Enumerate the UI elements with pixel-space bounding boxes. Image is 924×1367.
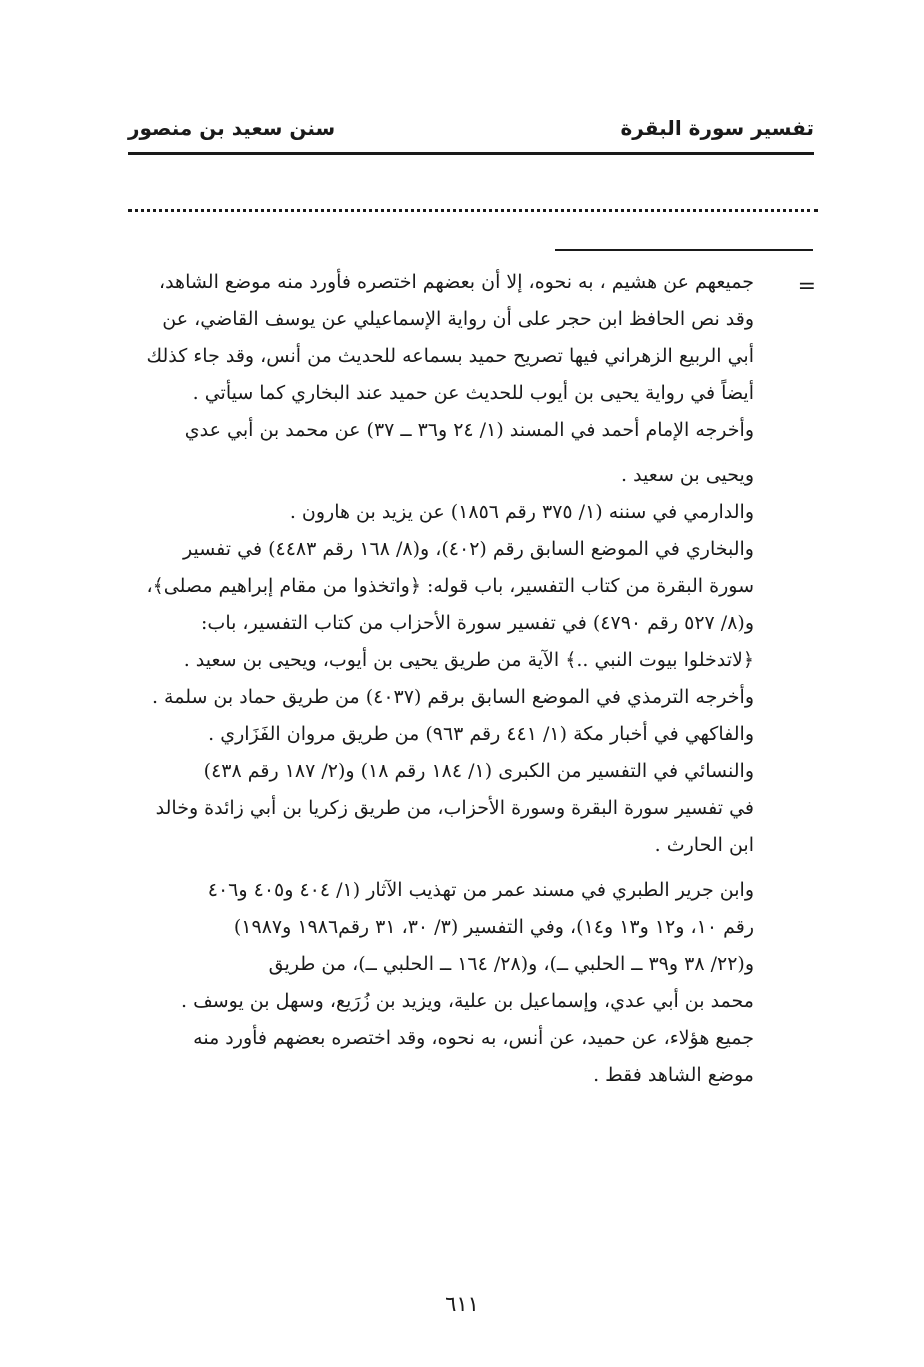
text-line: وقد نص الحافظ ابن حجر على أن رواية الإسماعيلي عن يوسف القاضي، عن: [162, 308, 754, 330]
text-line: وابن جرير الطبري في مسند عمر من تهذيب الآثار (١/ ٤٠٤ و٤٠٥ و٤٠٦: [207, 879, 754, 901]
text-line: وأخرجه الترمذي في الموضع السابق برقم (٤٠٣٧) من طريق حماد بن سلمة .: [151, 686, 754, 708]
text-line: والنسائي في التفسير من الكبرى (١/ ١٨٤ رقم ١٨) و(٢/ ١٨٧ رقم ٤٣٨): [203, 760, 754, 782]
text-line: موضع الشاهد فقط .: [593, 1064, 754, 1086]
footnote-rule: [555, 249, 813, 251]
footnote-text: [104, 264, 754, 1094]
text-line: ويحيى بن سعيد .: [621, 464, 754, 486]
text-line: رقم ١٠، و١٢ و١٣ و١٤)، وفي التفسير (٣/ ٣٠، ٣١ رقم١٩٨٦ و١٩٨٧): [233, 916, 754, 938]
text-line: ابن الحارث .: [654, 834, 754, 856]
text-line: أيضاً في رواية يحيى بن أيوب للحديث عن حميد عند البخاري كما سيأتي .: [192, 382, 754, 404]
text-line: و(٨/ ٥٢٧ رقم ٤٧٩٠) في تفسير سورة الأحزاب من كتاب التفسير، باب:: [201, 612, 754, 634]
dotted-separator: [128, 209, 818, 212]
text-line: والفاكهي في أخبار مكة (١/ ٤٤١ رقم ٩٦٣) من طريق مروان الفَزَاري .: [208, 723, 754, 745]
text-line: وأخرجه الإمام أحمد في المسند (١/ ٢٤ و٣٦ ــ ٣٧) عن محمد بن أبي عدي: [184, 419, 754, 441]
page-number: ٦١١: [445, 1292, 479, 1316]
text-line: جميعهم عن هشيم ، به نحوه، إلا أن بعضهم اختصره فأورد منه موضع الشاهد،: [158, 271, 754, 293]
text-line: و(٢٢/ ٣٨ و٣٩ ــ الحلبي ــ)، و(٢٨/ ١٦٤ ــ الحلبي ــ)، من طريق: [268, 953, 754, 975]
text-line: جميع هؤلاء، عن حميد، عن أنس، به نحوه، وقد اختصره بعضهم فأورد منه: [193, 1027, 754, 1049]
text-line: محمد بن أبي عدي، وإسماعيل بن علية، ويزيد بن زُرَيع، وسهل بن يوسف .: [181, 990, 754, 1012]
header-chapter-title: تفسير سورة البقرة: [620, 116, 814, 140]
text-line: ﴿لاتدخلوا بيوت النبي ..﴾ الآية من طريق يحيى بن أيوب، ويحيى بن سعيد .: [183, 649, 754, 671]
header-book-title: سنن سعيد بن منصور: [128, 116, 336, 140]
text-line: في تفسير سورة البقرة وسورة الأحزاب، من طريق زكريا بن أبي زائدة وخالد: [155, 797, 754, 819]
footnote-continuation-mark: =: [797, 274, 816, 299]
text-line: والدارمي في سننه (١/ ٣٧٥ رقم ١٨٥٦) عن يزيد بن هارون .: [289, 501, 754, 523]
header-rule: [128, 152, 814, 155]
text-line: سورة البقرة من كتاب التفسير، باب قوله: ﴿واتخذوا من مقام إبراهيم مصلى﴾،: [146, 575, 754, 597]
running-header: [128, 110, 814, 146]
text-line: والبخاري في الموضع السابق رقم (٤٠٢)، و(٨/ ١٦٨ رقم ٤٤٨٣) في تفسير: [183, 538, 754, 560]
text-line: أبي الربيع الزهراني فيها تصريح حميد بسماعه للحديث من أنس، وقد جاء كذلك: [146, 345, 754, 367]
